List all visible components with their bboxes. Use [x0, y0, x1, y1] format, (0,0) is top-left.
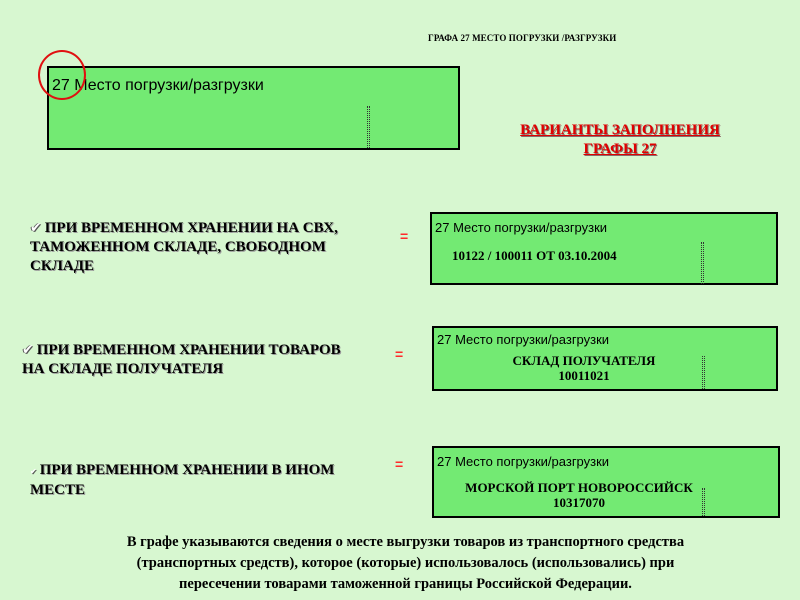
variant-2-description: [22, 341, 392, 379]
field-divider: [702, 488, 705, 516]
footer-line1: В графе указываются сведения о месте выгрузки товаров из транспортного средства: [126, 534, 685, 550]
variant-1-form-label: 27 Место погрузки/разгрузки: [435, 220, 608, 235]
variants-title: [480, 121, 760, 159]
variant-1-value-line1: 10122 / 100011 ОТ 03.10.2004: [452, 248, 617, 263]
checkmark-icon: ✔: [30, 467, 37, 476]
variant-3-value-line2: 10317070: [553, 495, 605, 510]
field-divider: [701, 242, 704, 284]
variant-1-line2: ТАМОЖЕННОМ СКЛАДЕ, СВОБОДНОМ: [30, 239, 326, 255]
variant-3-line2: МЕСТЕ: [30, 482, 86, 498]
variant-1-form-box: [430, 212, 778, 285]
footer-line2: (транспортных средств), которое (которые) использовалось (использовались) при: [136, 555, 675, 571]
variant-1-value: [452, 248, 617, 263]
checkmark-icon: ✔: [22, 342, 34, 358]
main-form-label: 27 Место погрузки/разгрузки: [52, 77, 264, 94]
variant-3-description: [30, 461, 390, 500]
variant-1-line3: СКЛАДЕ: [30, 258, 95, 274]
equals-sign-1: =: [400, 228, 409, 244]
variant-3-form-label: 27 Место погрузки/разгрузки: [437, 454, 610, 469]
variant-2-form-box: [432, 326, 778, 391]
field-divider: [367, 106, 370, 148]
variants-title-line2: ГРАФЫ 27: [583, 141, 657, 157]
checkmark-icon: ✔: [30, 220, 42, 236]
variant-1-line1: ПРИ ВРЕМЕННОМ ХРАНЕНИИ НА СВХ,: [44, 220, 338, 236]
variant-3-form-box: [432, 446, 780, 518]
variant-3-value: [434, 480, 724, 510]
variant-2-line1: ПРИ ВРЕМЕННОМ ХРАНЕНИИ ТОВАРОВ: [36, 342, 341, 358]
field-divider: [702, 356, 705, 389]
variant-1-description: [30, 219, 390, 276]
variant-2-value: [474, 353, 694, 383]
variant-2-line2: НА СКЛАДЕ ПОЛУЧАТЕЛЯ: [22, 361, 224, 377]
main-form-box: [47, 66, 460, 150]
variant-3-line1: ПРИ ВРЕМЕННОМ ХРАНЕНИИ В ИНОМ: [39, 462, 335, 478]
variant-2-value-line2: 10011021: [558, 368, 610, 383]
variant-2-form-label: 27 Место погрузки/разгрузки: [437, 332, 610, 347]
variants-title-line1: ВАРИАНТЫ ЗАПОЛНЕНИЯ: [520, 122, 720, 138]
equals-sign-2: =: [395, 346, 404, 362]
variant-3-value-line1: МОРСКОЙ ПОРТ НОВОРОССИЙСК: [465, 480, 693, 495]
highlight-circle: [38, 50, 86, 100]
page-header-caption: ГРАФА 27 МЕСТО ПОГРУЗКИ /РАЗГРУЗКИ: [428, 33, 617, 43]
footer-note: [48, 532, 763, 595]
variant-2-value-line1: СКЛАД ПОЛУЧАТЕЛЯ: [512, 353, 656, 368]
equals-sign-3: =: [395, 456, 404, 472]
footer-line3: пересечении товарами таможенной границы Российской Федерации.: [179, 576, 632, 592]
